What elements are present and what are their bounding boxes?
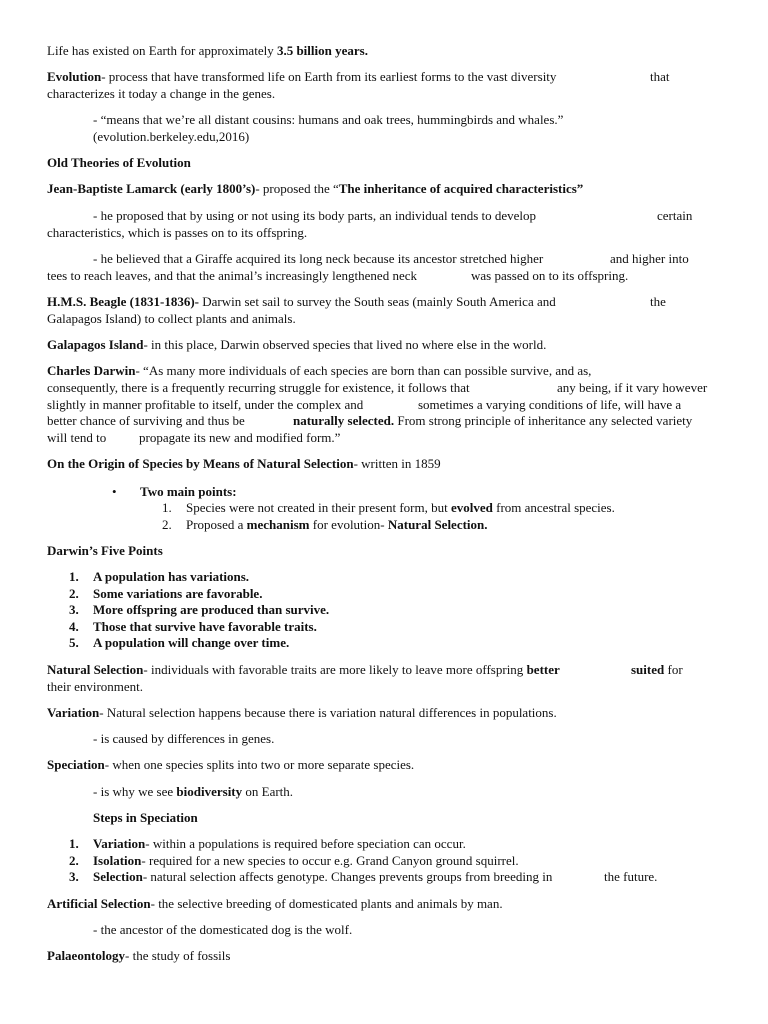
step-text: - within a populations is required before speciation can occur. (145, 836, 466, 851)
artificial-selection-text: - the selective breeding of domesticated plants and animals by man. (150, 896, 503, 911)
lamarck-bold: The inheritance of acquired characteristics” (338, 181, 584, 196)
palaeontology-term: Palaeontology (47, 948, 125, 963)
lamarck-sub-1-line-2: characteristics, which is passes on to its offspring. (47, 225, 308, 240)
evolution-line-1-end: that (650, 69, 670, 84)
lamarck-sub-2-line-2b: was passed on to its offspring. (471, 268, 629, 283)
lamarck-sub-2-line-1a: - he believed that a Giraffe acquired its long neck because its ancestor stretched higher (93, 251, 544, 266)
darwin-paragraph (47, 363, 719, 447)
variation-paragraph (47, 705, 719, 722)
darwin-line-2b: any being, if it vary however (557, 380, 708, 395)
origin-term: On the Origin of Species by Means of Natural Selection (47, 456, 354, 471)
variation-sub: - is caused by differences in genes. (93, 731, 275, 746)
origin-text: - written in 1859 (353, 456, 441, 471)
darwin-line-2a: consequently, there is a frequently recurring struggle for existence, it follows that (47, 380, 470, 395)
variation-text: - Natural selection happens because there is variation natural differences in populations. (99, 705, 557, 720)
bullet-icon: • (112, 484, 117, 499)
lamarck-sub-1-line-1: - he proposed that by using or not using its body parts, an individual tends to develop (93, 208, 537, 223)
step-term: Selection (93, 869, 143, 884)
galapagos-paragraph (47, 337, 719, 354)
five-point-text: A population will change over time. (93, 635, 290, 650)
origin-point-2-text: Proposed a (186, 516, 247, 532)
lamarck-paragraph (47, 181, 719, 198)
list-number: 2. (69, 852, 79, 868)
origin-paragraph (47, 456, 719, 473)
natural-selection-term: Natural Selection (47, 662, 144, 677)
darwin-line-5b: propagate its new and modified form.” (139, 430, 341, 445)
intro-text: Life has existed on Earth for approximately (47, 43, 277, 58)
artificial-selection-sub: - the ancestor of the domesticated dog is the wolf. (93, 922, 353, 937)
natural-selection-line-1-end: for (664, 662, 683, 677)
five-point-text: More offspring are produced than survive. (93, 602, 330, 617)
beagle-line-1-end: the (650, 294, 666, 309)
intro-bold: 3.5 billion years. (276, 43, 368, 58)
step-term: Isolation (93, 852, 142, 868)
variation-term: Variation (47, 705, 100, 720)
speciation-term: Speciation (47, 757, 105, 772)
darwin-term: Charles Darwin (47, 363, 136, 378)
darwin-line-4-bold: naturally selected. (293, 413, 395, 428)
palaeontology-paragraph (47, 948, 719, 965)
list-number: 1. (69, 836, 79, 851)
evolution-line-2: characterizes it today a change in the genes. (47, 86, 276, 101)
step-text: - natural selection affects genotype. Changes prevents groups from breeding in (142, 869, 553, 884)
lamarck-sub-2-line-2a: tees to reach leaves, and that the animal’s increasingly lengthened neck (47, 268, 417, 283)
beagle-line-1: Darwin set sail to survey the South seas (mainly South America and (199, 294, 556, 309)
evolution-line-1: - process that have transformed life on Earth from its earliest forms to the vast diversity (101, 69, 557, 84)
beagle-line-2: Galapagos Island) to collect plants and animals. (47, 311, 296, 326)
intro-paragraph (47, 43, 719, 60)
lamarck-text: - proposed the “ (255, 181, 339, 196)
five-points-heading: Darwin’s Five Points (47, 543, 163, 558)
list-number: 2. (69, 585, 79, 601)
origin-bullet-text: Two main points: (140, 484, 237, 499)
artificial-selection-paragraph (47, 896, 719, 913)
palaeontology-text: - the study of fossils (125, 948, 231, 963)
list-number: 1. (69, 569, 79, 584)
origin-point-1-text: Species were not created in their present form, but (186, 500, 451, 515)
list-number: 3. (69, 602, 79, 617)
artificial-selection-term: Artificial Selection (47, 896, 151, 911)
five-point-text: Those that survive have favorable traits. (93, 618, 317, 634)
speciation-paragraph (47, 757, 719, 774)
speciation-steps-heading: Steps in Speciation (93, 810, 198, 825)
list-number: 4. (69, 618, 79, 634)
five-point-text: A population has variations. (93, 569, 250, 584)
galapagos-term: Galapagos Island (47, 337, 144, 352)
natural-selection-bold-1: better (526, 662, 560, 677)
origin-point-2-mid: for evolution- (309, 516, 388, 532)
evolution-term: Evolution (47, 69, 102, 84)
speciation-sub-end: on Earth. (242, 784, 294, 799)
step-text-end: the future. (604, 869, 658, 884)
origin-point-1-end: from ancestral species. (492, 500, 615, 515)
natural-selection-bold-2: suited (631, 662, 665, 677)
list-number: 1. (162, 500, 172, 515)
darwin-line-4b: From strong principle of inheritance any selected variety (394, 413, 693, 428)
darwin-line-5a: will tend to (47, 430, 107, 445)
natural-selection-line-2: their environment. (47, 679, 144, 694)
old-theories-heading: Old Theories of Evolution (47, 155, 191, 170)
lamarck-term: Jean-Baptiste Lamarck (early 1800’s) (47, 181, 256, 196)
origin-point-2-bold2: Natural Selection. (387, 516, 488, 532)
natural-selection-line-1: - individuals with favorable traits are more likely to leave more offspring (143, 662, 527, 677)
five-point-text: Some variations are favorable. (93, 585, 263, 601)
list-number: 3. (69, 869, 79, 884)
step-term: Variation (93, 836, 146, 851)
darwin-line-3a: slightly in manner profitable to itself, under the complex and (47, 397, 364, 412)
beagle-term: H.M.S. Beagle (1831-1836)- (47, 294, 200, 309)
lamarck-sub-2-line-1b: and higher into (610, 251, 689, 266)
darwin-line-4a: better chance of surviving and thus be (47, 413, 245, 428)
list-number: 5. (69, 635, 79, 650)
evolution-quote-line-1: - “means that we’re all distant cousins: humans and oak trees, hummingbirds and whales.” (93, 112, 564, 127)
speciation-sub (93, 784, 719, 801)
darwin-line-1: - “As many more individuals of each species are born than can possible survive, and as, (135, 363, 592, 378)
darwin-line-3b: sometimes a varying conditions of life, will have a (418, 397, 682, 412)
galapagos-text: - in this place, Darwin observed species that lived no where else in the world. (143, 337, 547, 352)
lamarck-sub-1-line-1-end: certain (657, 208, 693, 223)
origin-point-2-bold: mechanism (246, 516, 310, 532)
origin-point-1-bold: evolved (450, 500, 493, 515)
speciation-sub-text: - is why we see (93, 784, 177, 799)
step-text: - required for a new species to occur e.g. Grand Canyon ground squirrel. (141, 852, 519, 868)
speciation-text: - when one species splits into two or more separate species. (104, 757, 415, 772)
list-number: 2. (162, 516, 172, 532)
evolution-quote-citation: (evolution.berkeley.edu,2016) (93, 129, 250, 144)
speciation-sub-bold: biodiversity (176, 784, 243, 799)
